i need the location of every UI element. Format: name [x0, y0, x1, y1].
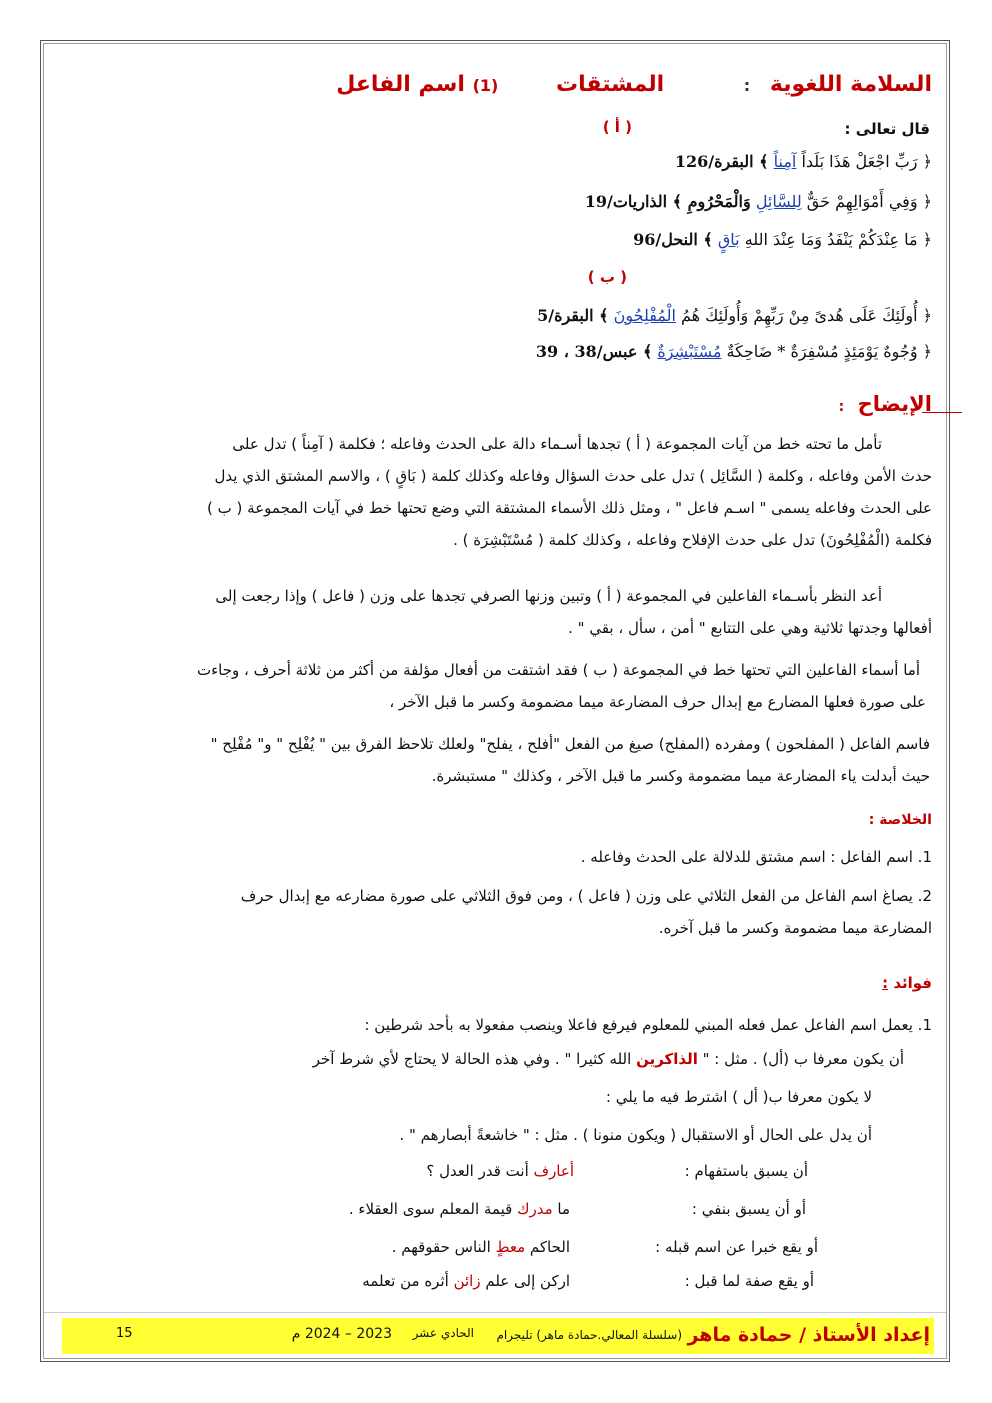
examples-intro: قال تعالى : [844, 120, 930, 138]
highlight-word: بَاقٍ [717, 230, 740, 249]
notes-heading: فوائد : [882, 974, 932, 992]
title-colon: : [743, 76, 751, 95]
explanation-paragraph-1: تأمل ما تحته خط من آيات المجموعة ( أ ) تجدها أسـماء دالة على الحدث وفاعله ؛ فكلمة ( آمِناً ) تدل على حدث الأمن وفاعله ، وكلمة ( السَّائِل ) تدل على حدث السؤال وفاعله وكذلك كلمة ( بَاقٍ ) ، والاسم المشتق الذي يدل على الحدث وفاعله يسمى " اسـم فاعل " ، ومثل ذلك الأسماء المشتقة التي وضع تحتها خط في آيات المجموعة ( ب ) فكلمة (الْمُفْلِحُونَ) تدل على حدث الإفلاح وفاعله ، وكذلك كلمة ( مُسْتَبْشِرَة ) . [207, 435, 932, 549]
notes-row-label: أن يسبق باستفهام : [684, 1162, 808, 1180]
summary-item-2: 2. يصاغ اسم الفاعل من الفعل الثلاثي على وزن ( فاعل ) ، ومن فوق الثلاثي على صورة مضارعه مع إبدال حرف المضارعة ميما مضمومة وكسر ما قبل آخره. [240, 887, 932, 937]
notes-row-label: أو أن يسبق بنفي : [691, 1200, 806, 1218]
notes-row-label: أو يقع خبرا عن اسم قبله : [655, 1238, 818, 1256]
page-number: 15 [116, 1326, 133, 1341]
topic-title: المشتقات [556, 72, 665, 97]
explanation-paragraph-4: فاسم الفاعل ( المفلحون ) ومفرده (المفلح) صيغ من الفعل "أفلح ، يفلح" ولعلك تلاحظ الفرق بين " يُفْلِح " و" مُفْلِح " حيث أبدلت ياء المضارعة ميما مضمومة وكسر ما قبل الآخر ، وكذلك " مستبشرة. [210, 735, 930, 785]
example-a2: ﴿ وَفِي أَمْوَالِهِمْ حَقٌّ لِلسَّائِلِ وَالْمَحْرُومِ ﴾ الذاريات/19 [584, 192, 932, 211]
section-title: السلامة اللغوية [769, 72, 932, 97]
explanation-paragraph-2: أعد النظر بأسـماء الفاعلين في المجموعة ( أ ) وتبين وزنها الصرفي تجدها على وزن ( فاعل ) وإذا رجعت إلى أفعالها وجدتها ثلاثية وهي على التتابع " أمن ، سأل ، بقي " . [215, 587, 932, 637]
notes-row-example: الحاكم معطٍ الناس حقوقهم . [391, 1238, 570, 1256]
explanation-paragraph-3: أما أسماء الفاعلين التي تحتها خط في المجموعة ( ب ) فقد اشتقت من أفعال مؤلفة من أكثر من ثلاثة أحرف ، وجاءت على صورة فعلها المضارع مع إبدال حرف المضارعة ميما مضمومة وكسر ما قبل الآخر ، [196, 661, 926, 711]
highlight-word: لِلسَّائِلِ [755, 192, 802, 211]
footer-channel: (سلسلة المعالي.حمادة ماهر) تليجرام [496, 1328, 682, 1342]
notes-condition-1: أن يكون معرفا ب (أل) . مثل : " الذاكرين الله كثيرا " . وفي هذه الحالة لا يحتاج لأي شرط آخر [312, 1050, 904, 1068]
footer-year: 2023 – 2024 م [291, 1326, 392, 1342]
example-a1: ﴿ رَبِّ اجْعَلْ هَذَا بَلَداً آمِناً ﴾ البقرة/126 [674, 152, 932, 171]
footer-bar [62, 1318, 934, 1354]
notes-row-example: اركن إلى علم زائن أثره من تعلمه [362, 1272, 570, 1290]
heading-rule [922, 412, 962, 413]
notes-condition-2: لا يكون معرفا ب( أل ) اشترط فيه ما يلي : [605, 1088, 872, 1106]
example-a3: ﴿ مَا عِنْدَكُمْ يَنْفَدُ وَمَا عِنْدَ اللهِ بَاقٍ ﴾ النحل/96 [633, 230, 932, 249]
notes-row-example: أعارف أنت قدر العدل ؟ [426, 1162, 574, 1180]
example-b2: ﴿ وُجُوهٌ يَوْمَئِذٍ مُسْفِرَةٌ * ضَاحِكَةٌ مُسْتَبْشِرَةٌ ﴾ عبس/38 ، 39 [535, 342, 932, 361]
summary-heading: الخلاصة : [868, 812, 932, 828]
notes-item-1: 1. يعمل اسم الفاعل عمل فعله المبني للمعلوم فيرفع فاعلا وينصب مفعولا به بأحد شرطين : [364, 1016, 932, 1034]
example-b1: ﴿ أُولَئِكَ عَلَى هُدىً مِنْ رَبِّهِمْ وَأُولَئِكَ هُمُ الْمُفْلِحُونَ ﴾ البقرة/5 [537, 306, 932, 325]
group-a-label: ( أ ) [602, 118, 632, 136]
highlight-word: مُسْتَبْشِرَةٌ [657, 342, 722, 361]
footer-author: إعداد الأستاذ / حمادة ماهر [687, 1324, 930, 1346]
notes-condition-3: أن يدل على الحال أو الاستقبال ( ويكون منونا ) . مثل : " خاشعةً أبصارهم " . [399, 1126, 872, 1144]
highlight-word: آمِناً [773, 152, 797, 171]
notes-row-example: ما مدرك قيمة المعلم سوى العقلاء . [348, 1200, 570, 1218]
highlight-word: الْمُفْلِحُونَ [613, 306, 676, 325]
group-b-label: ( ب ) [587, 268, 627, 286]
lesson-number: (1) [472, 76, 499, 95]
notes-row-label: أو يقع صفة لما قبل : [684, 1272, 814, 1290]
explanation-heading: الإيضاح : [838, 392, 932, 416]
footer-divider [44, 1312, 946, 1313]
summary-item-1: 1. اسم الفاعل : اسم مشتق للدلالة على الحدث وفاعله . [580, 848, 932, 866]
page-title [336, 72, 932, 97]
footer-grade: الحادي عشر [412, 1326, 474, 1340]
lesson-title: اسم الفاعل [336, 72, 465, 97]
